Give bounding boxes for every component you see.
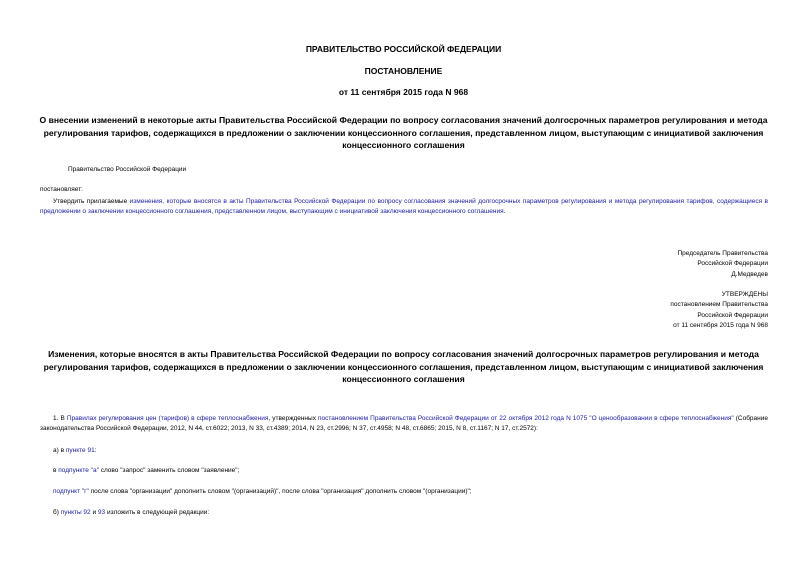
signature-name: Д.Медведев — [731, 270, 768, 278]
signature-block — [677, 249, 768, 280]
item-a1-suffix: слово "запрос" заменить словом "заявление"; — [98, 467, 240, 474]
document-date-number: от 11 сентября 2015 года N 968 — [338, 87, 469, 97]
item-b-prefix: б) — [53, 509, 61, 516]
item-a1-line — [53, 466, 239, 476]
approve-prefix: Утвердить прилагаемые — [53, 198, 130, 205]
approved-country: Российской Федерации — [697, 311, 768, 319]
item-a-suffix: : — [94, 447, 97, 454]
document-type: ПОСТАНОВЛЕНИЕ — [364, 66, 443, 76]
government-heading: ПРАВИТЕЛЬСТВО РОССИЙСКОЙ ФЕДЕРАЦИИ — [305, 44, 502, 54]
subclause-a-link[interactable]: подпункте "а" — [58, 467, 99, 474]
signature-country: Российской Федерации — [697, 260, 768, 268]
changes-title: Изменения, которые вносятся в акты Правительства Российской Федерации по вопросу согласования значений долгосрочных параметров регулирования и метода регулирования тарифов, содержащихся в предложении о заключении концессионного соглашения, представленном лицом, выступающим с инициативой заключения концессионного соглашения — [43, 349, 764, 384]
item-b-suffix: изложить в следующей редакции: — [105, 509, 210, 516]
changes-link[interactable]: изменения, которые вносятся в акты Правительства Российской Федерации по вопросу согласования значений долгосрочных параметров регулирования и метода регулирования тарифов, содержащиеся в предложении о заключении концессионного соглашения, представленном лицом, выступающим с инициативой заключения концессионного соглашения — [40, 198, 768, 215]
resolution-1075-link[interactable]: постановлением Правительства Российской Федерации от 22 октября 2012 года N 1075 "О ценообразовании в сфере теплоснабжения" — [317, 415, 734, 422]
approved-by: постановлением Правительства — [670, 301, 768, 309]
item-1-suffix: (Собрание законодательства Российской Федерации, 2012, N 44, ст.6022; 2013, N 33, ст.4389; 2014, N 23, ст.2996; N 37, ст.4958; N 48, ст.6865; 2015, N 8, ст.1167; N 17, ст.2572): — [40, 415, 768, 432]
document-title: О внесении изменений в некоторые акты Правительства Российской Федерации по вопросу согласования значений долгосрочных параметров регулирования и метода регулирования тарифов, содержащихся в предложении о заключении концессионного соглашения, представленном лицом, выступающим с инициативой заключения концессионного соглашения — [39, 115, 768, 150]
clause-91-link[interactable]: пункте 91 — [65, 447, 95, 454]
item-a-line — [53, 446, 97, 456]
item-a-prefix: а) в — [53, 447, 66, 454]
signature-position: Председатель Правительства — [677, 250, 768, 257]
approved-label: УТВЕРЖДЕНЫ — [721, 291, 768, 298]
approve-suffix: . — [503, 208, 506, 215]
approval-stamp — [670, 290, 768, 331]
approved-date: от 11 сентября 2015 года N 968 — [673, 321, 768, 329]
item-1-prefix: 1. В — [53, 415, 67, 422]
item-a2-line — [53, 487, 472, 497]
subclause-g-link[interactable]: подпункт "г" — [53, 488, 89, 495]
government-line: Правительство Российской Федерации — [68, 166, 187, 173]
item-b-line — [53, 508, 209, 518]
item-1-mid: , утвержденных — [268, 415, 318, 422]
approve-paragraph — [40, 197, 768, 217]
item-1-paragraph — [40, 414, 768, 434]
item-a1-prefix: в — [53, 467, 59, 474]
clause-92-link[interactable]: пункты 92 — [60, 509, 91, 516]
item-b-mid: и — [90, 509, 98, 516]
decrees-line: постановляет: — [40, 186, 83, 193]
heat-supply-rules-link[interactable]: Правилах регулирования цен (тарифов) в сфере теплоснабжения — [66, 415, 269, 422]
clause-93-link[interactable]: 93 — [97, 509, 106, 516]
item-a2-suffix: после слова "организации" дополнить словом "(организаций)", после слова "организация" дополнить словом "(организации)"; — [88, 488, 472, 495]
